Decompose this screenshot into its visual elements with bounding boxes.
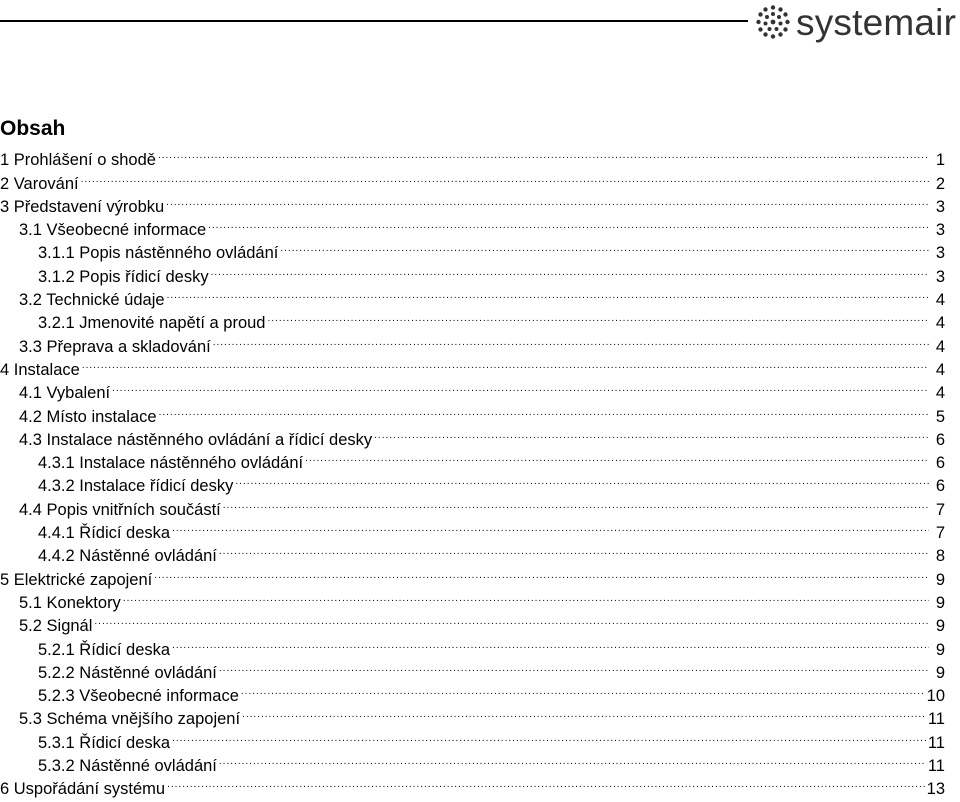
toc-entry-page: 4 [935, 314, 945, 333]
toc-entry-label: 5.3.2 Nástěnné ovládání [38, 757, 217, 776]
toc-entry-page: 9 [935, 640, 945, 659]
toc-entry-page: 6 [935, 477, 945, 496]
toc-entry-page: 9 [935, 617, 945, 636]
toc-leader-dots [159, 398, 929, 421]
toc-entry-label: 3.2 Technické údaje [19, 291, 165, 310]
toc-leader-dots [219, 748, 926, 771]
toc-leader-dots [123, 585, 929, 608]
toc-entry-page: 4 [935, 384, 945, 403]
toc-leader-dots [208, 212, 929, 235]
toc-entry-label: 3.1.2 Popis řídicí desky [38, 267, 209, 286]
toc-entry-page: 13 [926, 780, 945, 799]
toc-entry[interactable] [0, 631, 945, 659]
toc-leader-dots [219, 538, 929, 561]
toc-entry-page: 1 [935, 151, 945, 170]
toc-entry-page: 8 [935, 547, 945, 566]
toc-entry-label: 4.1 Vybalení [19, 384, 111, 403]
toc-leader-dots [223, 491, 929, 514]
toc-entry[interactable] [0, 375, 945, 403]
toc-entry-page: 3 [935, 244, 945, 263]
toc-entry-page: 6 [935, 454, 945, 473]
toc-entry-label: 4.4 Popis vnitřních součástí [19, 500, 221, 519]
toc-entry-page: 3 [935, 221, 945, 240]
toc-entry[interactable] [0, 165, 945, 193]
toc-entry-label: 4.3 Instalace nástěnného ovládání a řídicí desky [19, 430, 373, 449]
toc-entry-page: 11 [927, 710, 945, 729]
toc-entry-label: 3 Představení výrobku [0, 197, 165, 216]
toc-entry-page: 3 [935, 267, 945, 286]
toc-entry-label: 5.2 Signál [19, 617, 93, 636]
toc-leader-dots [374, 422, 929, 445]
toc-leader-dots [82, 352, 929, 375]
toc-leader-dots [154, 561, 929, 584]
toc-title: Obsah [0, 117, 66, 140]
toc-entry-label: 4.4.2 Nástěnné ovládání [38, 547, 217, 566]
toc-entry-page: 10 [926, 687, 945, 706]
toc-entry-page: 9 [935, 593, 945, 612]
toc-leader-dots [241, 678, 925, 701]
toc-entry-label: 3.3 Přeprava a skladování [19, 337, 211, 356]
toc-entry-label: 5 Elektrické zapojení [0, 570, 153, 589]
toc-entry-label: 5.2.2 Nástěnné ovládání [38, 663, 217, 682]
toc-entry-label: 2 Varování [0, 174, 79, 193]
toc-entry-label: 3.1.1 Popis nástěnného ovládání [38, 244, 279, 263]
toc-leader-dots [94, 608, 929, 631]
toc-leader-dots [172, 515, 929, 538]
toc-entry-label: 4.3.2 Instalace řídicí desky [38, 477, 234, 496]
toc-entry[interactable] [0, 189, 945, 216]
toc-entry[interactable] [0, 352, 945, 379]
toc-entry-page: 6 [935, 430, 945, 449]
toc-entry-label: 5.3.1 Řídicí deska [38, 733, 171, 752]
toc-entry[interactable] [0, 608, 945, 636]
toc-entry-label: 5.3 Schéma vnějšího zapojení [19, 710, 241, 729]
toc-leader-dots [268, 305, 930, 328]
toc-entry-label: 3.1 Všeobecné informace [19, 221, 207, 240]
toc-entry-page: 11 [927, 733, 945, 752]
toc-leader-dots [242, 701, 926, 724]
toc-leader-dots [166, 189, 929, 212]
toc-entry-page: 3 [935, 197, 945, 216]
toc-entry-label: 5.2.3 Všeobecné informace [38, 687, 239, 706]
toc-entry-label: 4 Instalace [0, 360, 80, 379]
toc-leader-dots [158, 142, 929, 165]
logo-dots-icon [756, 5, 790, 39]
toc-entry-page: 4 [935, 291, 945, 310]
toc-entry-page: 4 [935, 360, 945, 379]
toc-leader-dots [211, 258, 929, 281]
header-rule [0, 20, 748, 22]
toc-entry-label: 6 Uspořádání systému [0, 780, 166, 799]
toc-leader-dots [280, 235, 929, 258]
toc-entry[interactable] [0, 142, 945, 170]
toc-leader-dots [219, 655, 929, 678]
toc-entry-page: 4 [935, 337, 945, 356]
toc-leader-dots [112, 375, 929, 398]
toc-entry[interactable] [0, 398, 945, 426]
toc-entry[interactable] [0, 585, 945, 612]
toc-entry-page: 7 [935, 500, 945, 519]
toc-leader-dots [172, 631, 929, 654]
toc-entry-label: 5.1 Konektory [19, 593, 121, 612]
table-of-contents [0, 142, 945, 799]
toc-entry-label: 5.2.1 Řídicí deska [38, 640, 171, 659]
toc-entry-label: 4.3.1 Instalace nástěnného ovládání [38, 454, 304, 473]
toc-leader-dots [305, 445, 929, 468]
toc-leader-dots [172, 724, 926, 747]
toc-leader-dots [167, 282, 929, 305]
toc-entry-page: 2 [935, 174, 945, 193]
toc-entry-label: 3.2.1 Jmenovité napětí a proud [38, 314, 266, 333]
toc-entry-page: 5 [935, 407, 945, 426]
toc-entry-page: 9 [935, 663, 945, 682]
toc-entry-label: 4.4.1 Řídicí deska [38, 524, 171, 543]
toc-entry-label: 1 Prohlášení o shodě [0, 151, 156, 170]
toc-leader-dots [81, 165, 929, 188]
toc-leader-dots [213, 328, 929, 351]
systemair-logo [756, 0, 956, 44]
toc-leader-dots [235, 468, 929, 491]
toc-entry-page: 11 [927, 757, 945, 776]
logo-wordmark: systemair [796, 1, 957, 43]
toc-entry-label: 4.2 Místo instalace [19, 407, 157, 426]
toc-entry-page: 9 [935, 570, 945, 589]
toc-entry-page: 7 [935, 524, 945, 543]
